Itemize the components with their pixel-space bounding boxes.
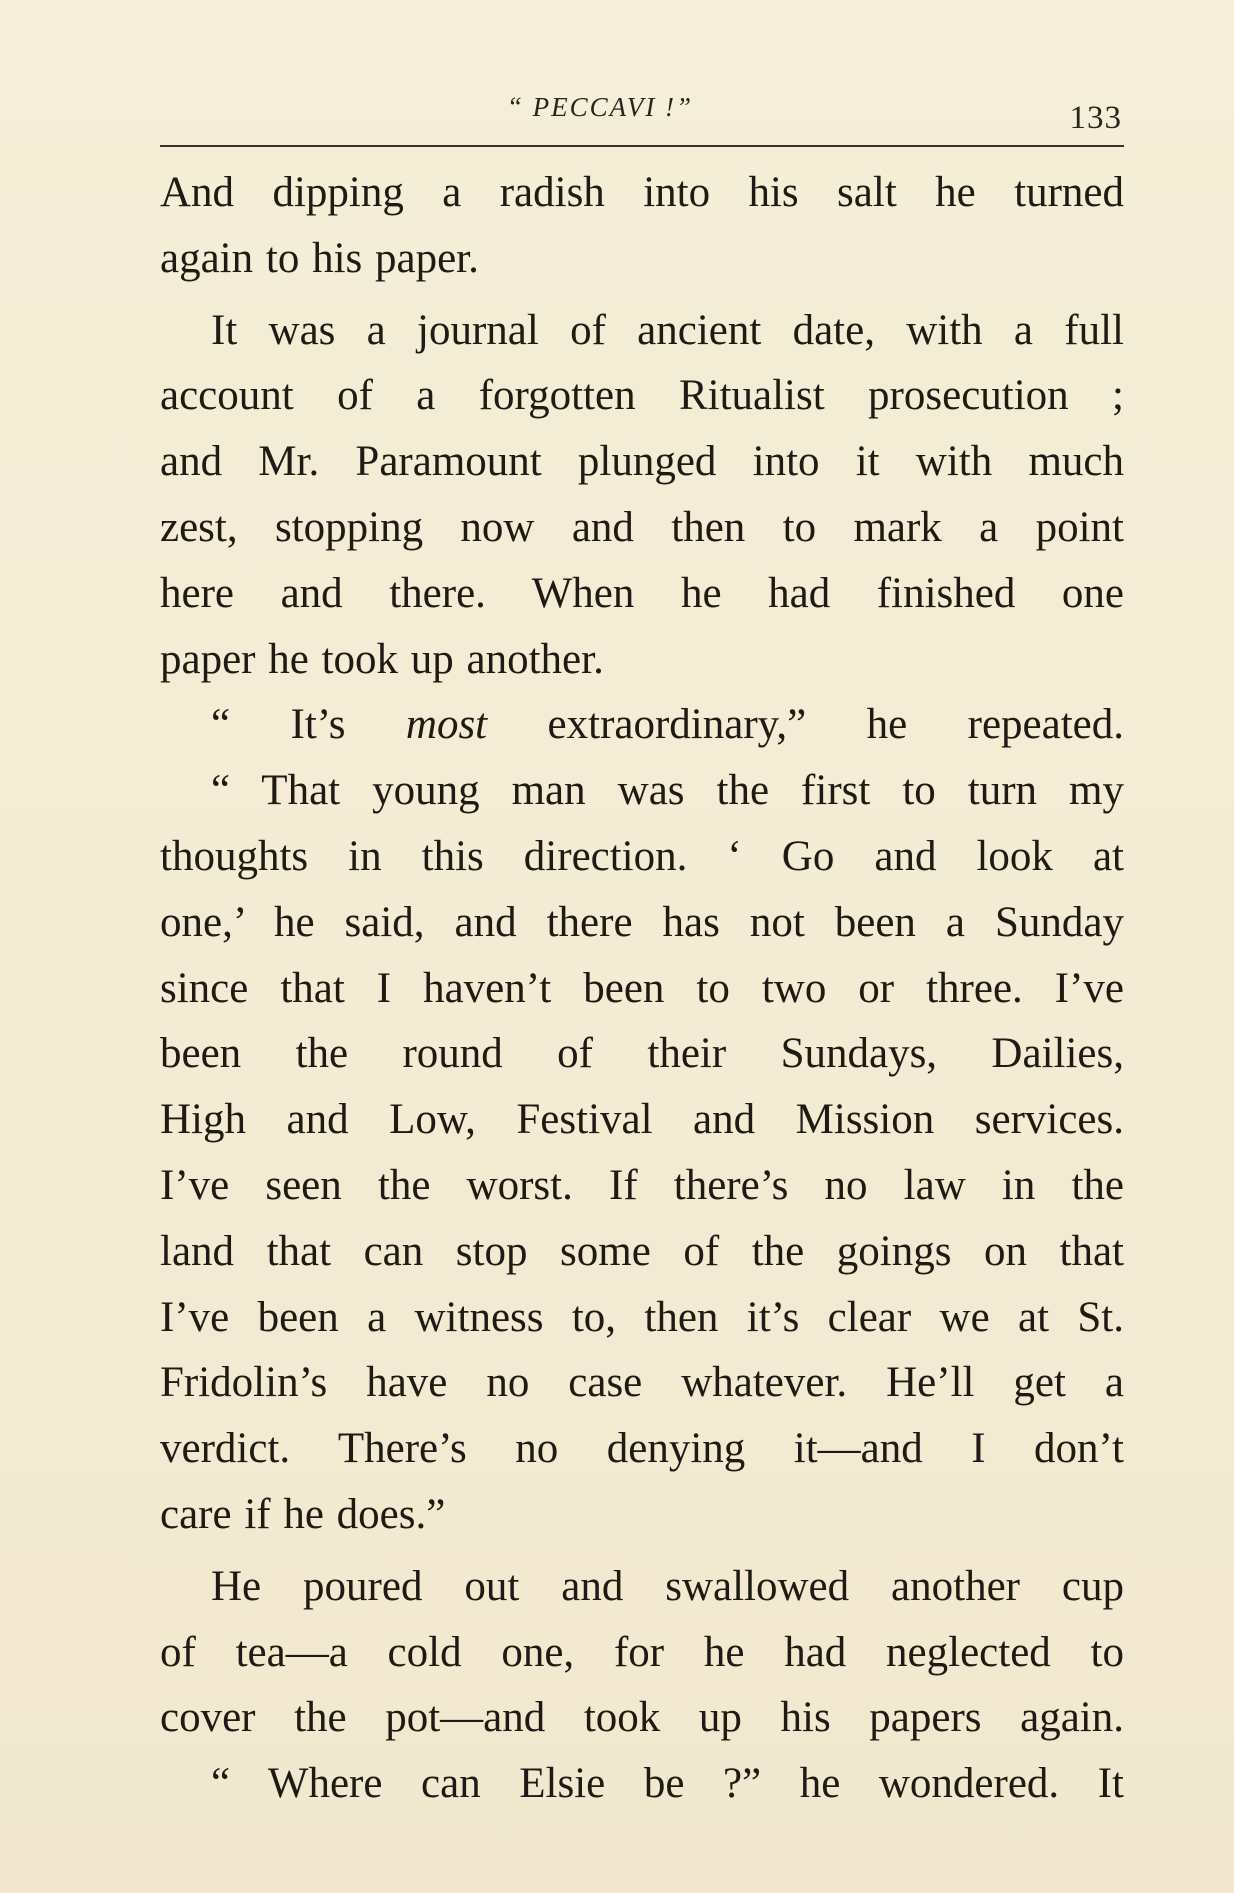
text-line: one,’ he said, and there has not been a Sunday [160,898,1124,946]
emphasized-word: most [405,701,488,749]
text-line: again to his paper. [160,234,479,282]
text-line: “ That young man was the first to turn my [211,767,1124,815]
text-line: paper he took up another. [160,635,604,683]
text-line: He poured out and swallowed another cup [211,1562,1124,1610]
text-line: It was a journal of ancient date, with a full [211,306,1124,354]
text-line: here and there. When he had finished one [160,569,1124,617]
text-line: verdict. There’s no denying it—and I don’t [160,1425,1124,1473]
text-segment: “ It’s [211,701,406,749]
running-head [160,88,1122,140]
body-text [160,160,1124,1817]
text-line-with-emphasis [160,692,1124,758]
text-line: of tea—a cold one, for he had neglected to [160,1628,1124,1676]
page-number: 133 [1069,100,1122,136]
text-line: been the round of their Sundays, Dailies, [160,1030,1124,1078]
text-line: High and Low, Festival and Mission services. [160,1096,1124,1144]
text-line: I’ve been a witness to, then it’s clear we at St. [160,1293,1124,1341]
text-line: land that can stop some of the goings on that [160,1227,1124,1275]
text-line: since that I haven’t been to two or three. I’ve [160,964,1124,1012]
text-line: Fridolin’s have no case whatever. He’ll get a [160,1359,1124,1407]
text-line: account of a forgotten Ritualist prosecution ; [160,372,1124,420]
text-segment: extraordinary,” he repeated. [487,701,1124,749]
text-line: thoughts in this direction. ‘ Go and look at [160,832,1124,880]
text-line: “ Where can Elsie be ?” he wondered. It [211,1760,1124,1808]
text-line: I’ve seen the worst. If there’s no law in the [160,1161,1124,1209]
running-head-title: “ PECCAVI !” [506,92,694,122]
text-line: care if he does.” [160,1490,446,1538]
text-line: cover the pot—and took up his papers again. [160,1694,1124,1742]
text-line: and Mr. Paramount plunged into it with much [160,438,1124,486]
text-line: zest, stopping now and then to mark a point [160,503,1124,551]
text-line: And dipping a radish into his salt he turned [160,169,1124,216]
header-rule [160,145,1124,147]
